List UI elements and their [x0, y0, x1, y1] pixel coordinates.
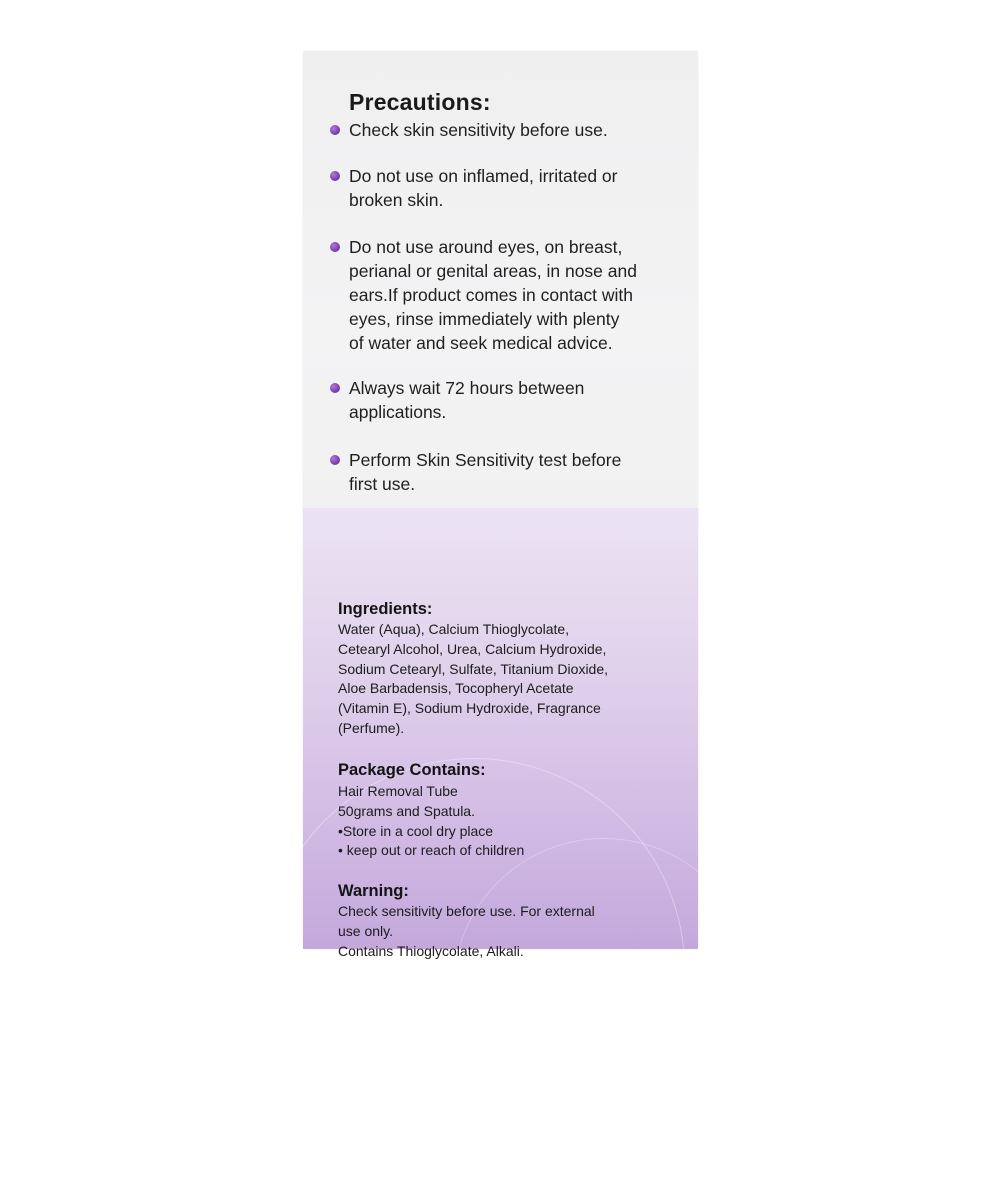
bullet-dot-icon — [330, 455, 340, 465]
precautions-panel — [303, 51, 698, 508]
decorative-swirl — [453, 838, 755, 1140]
warning-line: Contains Thioglycolate, Alkali. — [338, 942, 524, 959]
ingredients-line: Aloe Barbadensis, Tocopheryl Acetate — [338, 680, 574, 697]
package-line: 50grams and Spatula. — [338, 802, 475, 819]
precaution-item — [349, 376, 684, 424]
precaution-line: Check skin sensitivity before use. — [349, 120, 608, 140]
precaution-line: Do not use on inflamed, irritated or — [349, 166, 618, 186]
warning-text — [338, 902, 678, 961]
package-line: • keep out or reach of children — [338, 842, 525, 859]
precaution-line: Always wait 72 hours between — [349, 378, 585, 398]
precaution-item — [349, 164, 684, 212]
precautions-title: Precautions: — [349, 89, 491, 115]
ingredients-line: (Vitamin E), Sodium Hydroxide, Fragrance — [338, 700, 601, 717]
ingredients-line: Sodium Cetearyl, Sulfate, Titanium Dioxide, — [338, 660, 609, 677]
precaution-line: perianal or genital areas, in nose and — [349, 261, 637, 281]
precaution-item — [349, 235, 684, 355]
warning-title: Warning: — [338, 882, 409, 900]
warning-line: use only. — [338, 922, 393, 939]
ingredients-line: (Perfume). — [338, 719, 405, 736]
package-line: Hair Removal Tube — [338, 783, 458, 799]
precaution-line: applications. — [349, 402, 447, 422]
package-text — [338, 782, 678, 861]
precaution-item — [349, 448, 684, 496]
precaution-line: Do not use around eyes, on breast, — [349, 237, 623, 257]
product-box-back — [303, 51, 698, 959]
bullet-dot-icon — [330, 171, 340, 181]
bullet-dot-icon — [330, 125, 340, 135]
precaution-line: first use. — [349, 474, 416, 494]
info-panel — [303, 508, 698, 959]
ingredients-title: Ingredients: — [338, 600, 433, 618]
precaution-item — [349, 118, 684, 142]
bullet-dot-icon — [330, 383, 340, 393]
precaution-line: of water and seek medical advice. — [349, 333, 613, 353]
precaution-line: Perform Skin Sensitivity test before — [349, 450, 622, 470]
precaution-line: eyes, rinse immediately with plenty — [349, 309, 620, 329]
package-title: Package Contains: — [338, 761, 486, 779]
ingredients-text — [338, 620, 678, 739]
precaution-line: ears.If product comes in contact with — [349, 285, 634, 305]
package-line: •Store in a cool dry place — [338, 822, 494, 839]
ingredients-line: Water (Aqua), Calcium Thioglycolate, — [338, 621, 570, 637]
bullet-dot-icon — [330, 242, 340, 252]
warning-line: Check sensitivity before use. For external — [338, 903, 595, 919]
ingredients-line: Cetearyl Alcohol, Urea, Calcium Hydroxide, — [338, 640, 607, 657]
precaution-line: broken skin. — [349, 190, 444, 210]
